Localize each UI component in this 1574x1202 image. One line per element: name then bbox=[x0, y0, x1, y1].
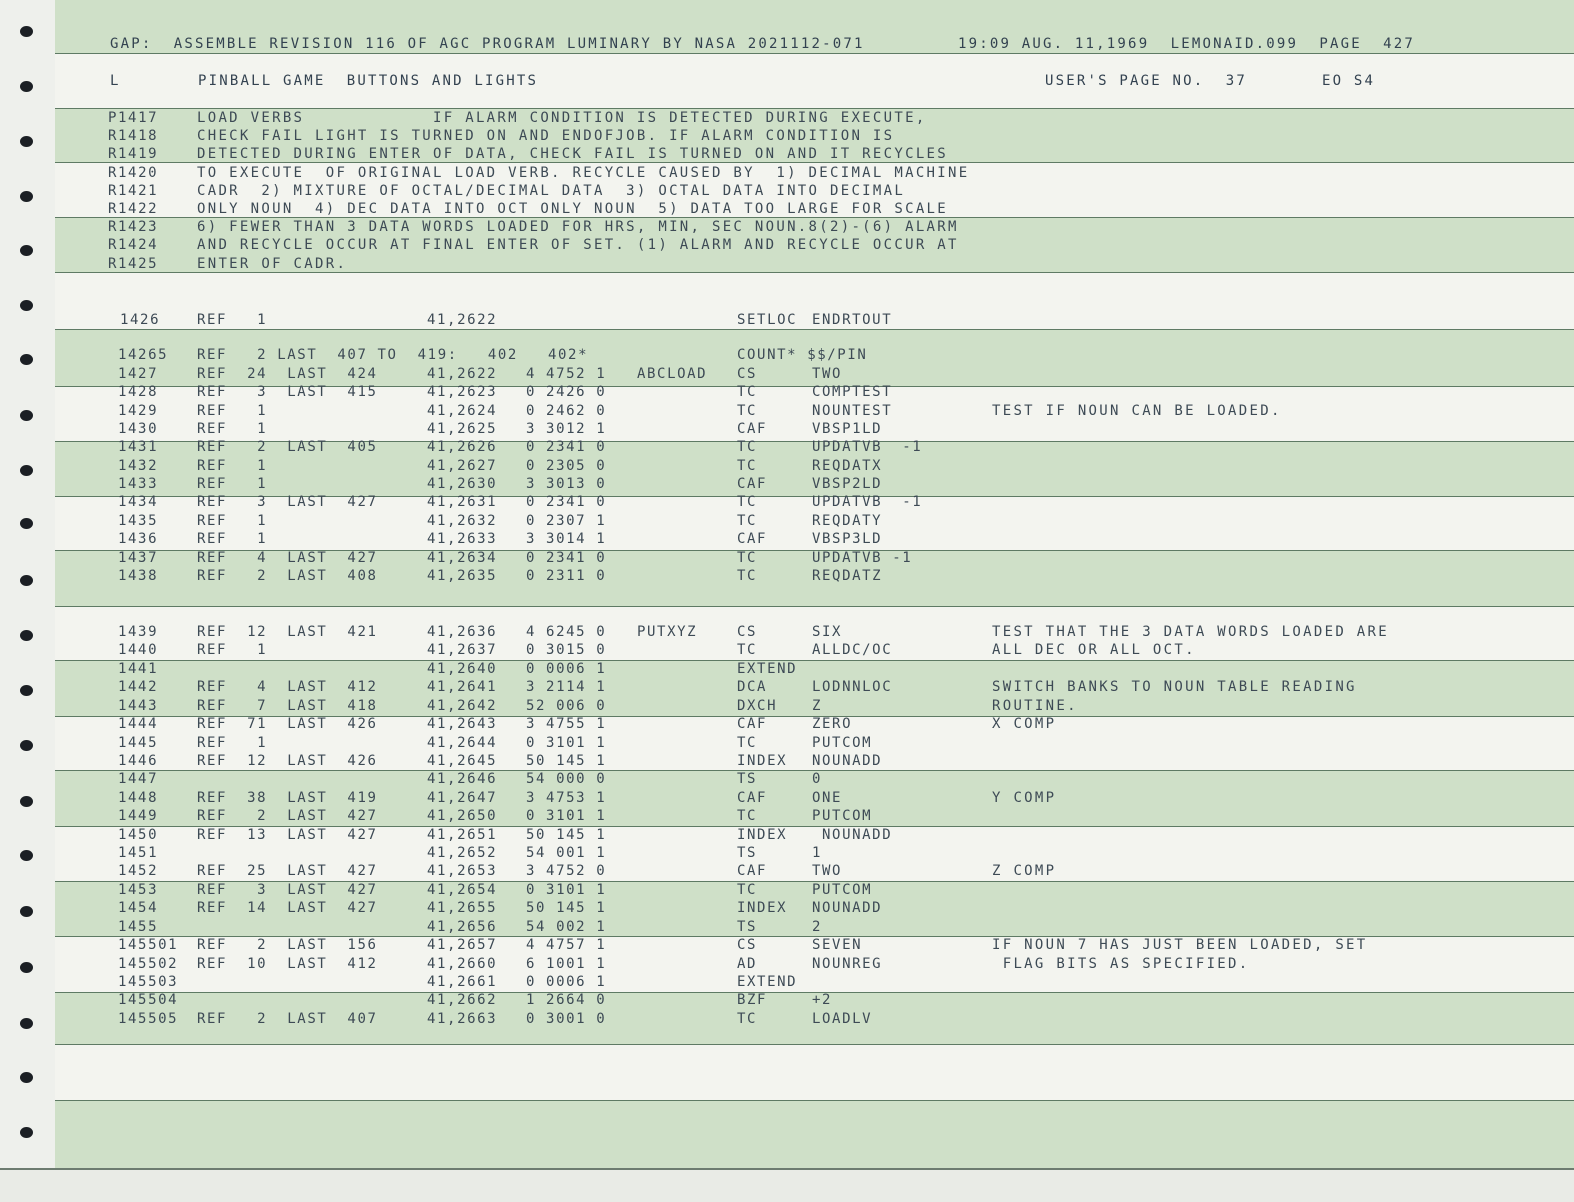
address: 41,2640 bbox=[427, 660, 498, 677]
operand: VBSP3LD bbox=[812, 531, 883, 548]
ref-info: REF 12 LAST 426 bbox=[197, 752, 378, 769]
machine-code: 1 2664 0 bbox=[526, 992, 607, 1009]
line-number: 145501 bbox=[118, 937, 179, 954]
ref-info: REF 2 LAST 427 bbox=[197, 808, 378, 825]
line-number: 1442 bbox=[118, 679, 159, 696]
eo-code: EO S4 bbox=[1322, 73, 1376, 89]
line-comment: ROUTINE. bbox=[992, 697, 1078, 714]
address: 41,2656 bbox=[427, 918, 498, 935]
section-letter: L bbox=[110, 73, 121, 89]
ref-info: REF 12 LAST 421 bbox=[197, 624, 378, 640]
opcode: CS bbox=[737, 624, 758, 640]
line-number: 1437 bbox=[118, 549, 159, 566]
operand: SIX bbox=[812, 624, 843, 640]
address: 41,2642 bbox=[427, 697, 498, 714]
sprocket-hole bbox=[20, 1127, 33, 1138]
line-comment: FLAG BITS AS SPECIFIED. bbox=[992, 955, 1250, 972]
line-comment: TEST THAT THE 3 DATA WORDS LOADED ARE bbox=[992, 624, 1389, 640]
sprocket-hole bbox=[20, 796, 33, 807]
line-number: 1436 bbox=[118, 531, 159, 548]
sprocket-hole bbox=[20, 245, 33, 256]
remark-id: R1425 bbox=[108, 256, 159, 272]
ref-info: REF 2 LAST 407 TO 419: 402 402* bbox=[197, 347, 589, 363]
operand: TWO bbox=[812, 366, 843, 382]
opcode: CAF bbox=[737, 421, 768, 438]
opcode: AD bbox=[737, 955, 758, 972]
address: 41,2635 bbox=[427, 567, 498, 584]
page-header-title: GAP: ASSEMBLE REVISION 116 OF AGC PROGRAM LUMINARY BY NASA 2021112-071 bbox=[110, 36, 865, 52]
remark-id: R1423 bbox=[108, 219, 159, 235]
opcode: TS bbox=[737, 918, 758, 935]
remark-text: TO EXECUTE OF ORIGINAL LOAD VERB. RECYCLE CAUSED BY 1) DECIMAL MACHINE bbox=[197, 165, 970, 181]
address: 41,2627 bbox=[427, 457, 498, 474]
operand: NOUNADD bbox=[812, 826, 893, 843]
opcode: CAF bbox=[737, 531, 768, 548]
machine-code: 0 2307 1 bbox=[526, 512, 607, 529]
ref-info: REF 4 LAST 427 bbox=[197, 549, 378, 566]
ref-info: REF 24 LAST 424 bbox=[197, 366, 378, 382]
machine-code: 50 145 1 bbox=[526, 752, 607, 769]
ref-info: REF 1 bbox=[197, 642, 268, 659]
opcode: CAF bbox=[737, 789, 768, 806]
machine-code: 54 001 1 bbox=[526, 845, 607, 862]
operand: SEVEN bbox=[812, 937, 863, 954]
operand: COMPTEST bbox=[812, 384, 893, 401]
section-title: PINBALL GAME BUTTONS AND LIGHTS bbox=[198, 73, 539, 89]
line-comment: Y COMP bbox=[992, 789, 1057, 806]
address: 41,2623 bbox=[427, 384, 498, 401]
address: 41,2624 bbox=[427, 402, 498, 419]
machine-code: 3 4755 1 bbox=[526, 716, 607, 733]
address: 41,2643 bbox=[427, 716, 498, 733]
operand: UPDATVB -1 bbox=[812, 439, 923, 456]
address: 41,2636 bbox=[427, 624, 498, 640]
machine-code: 0 0006 1 bbox=[526, 973, 607, 990]
line-number: 145502 bbox=[118, 955, 179, 972]
opcode: BZF bbox=[737, 992, 768, 1009]
address: 41,2650 bbox=[427, 808, 498, 825]
machine-code: 0 2341 0 bbox=[526, 549, 607, 566]
address: 41,2637 bbox=[427, 642, 498, 659]
operand: ONE bbox=[812, 789, 843, 806]
machine-code: 6 1001 1 bbox=[526, 955, 607, 972]
machine-code: 0 3101 1 bbox=[526, 808, 607, 825]
sprocket-hole bbox=[20, 136, 33, 147]
machine-code: 0 2311 0 bbox=[526, 567, 607, 584]
line-comment: ALL DEC OR ALL OCT. bbox=[992, 642, 1196, 659]
remark-text: AND RECYCLE OCCUR AT FINAL ENTER OF SET. (1) ALARM AND RECYCLE OCCUR AT bbox=[197, 237, 959, 253]
ref-info: REF 13 LAST 427 bbox=[197, 826, 378, 843]
line-number: 1454 bbox=[118, 900, 159, 917]
opcode: CAF bbox=[737, 716, 768, 733]
address: 41,2646 bbox=[427, 771, 498, 788]
line-number: 1447 bbox=[118, 771, 159, 788]
machine-code: 50 145 1 bbox=[526, 826, 607, 843]
ref-info: REF 1 bbox=[197, 476, 268, 493]
address: 41,2653 bbox=[427, 863, 498, 880]
operand: 0 bbox=[812, 771, 823, 788]
sprocket-hole bbox=[20, 575, 33, 586]
ref-info: REF 1 bbox=[197, 457, 268, 474]
address: 41,2662 bbox=[427, 992, 498, 1009]
machine-code: 0 3015 0 bbox=[526, 642, 607, 659]
opcode: TC bbox=[737, 1010, 758, 1027]
operand: NOUNADD bbox=[812, 900, 883, 917]
address: 41,2647 bbox=[427, 789, 498, 806]
line-number: 1433 bbox=[118, 476, 159, 493]
ref-info: REF 2 LAST 407 bbox=[197, 1010, 378, 1027]
address: 41,2622 bbox=[427, 366, 498, 382]
machine-code: 4 4752 1 bbox=[526, 366, 607, 382]
remark-id: R1420 bbox=[108, 165, 159, 181]
operand: PUTCOM bbox=[812, 808, 873, 825]
sprocket-hole bbox=[20, 906, 33, 917]
ref-info: REF 1 bbox=[197, 512, 268, 529]
address: 41,2657 bbox=[427, 937, 498, 954]
machine-code: 54 000 0 bbox=[526, 771, 607, 788]
address: 41,2633 bbox=[427, 531, 498, 548]
address: 41,2644 bbox=[427, 734, 498, 751]
ref-info: REF 3 LAST 415 bbox=[197, 384, 378, 401]
line-number: 1443 bbox=[118, 697, 159, 714]
opcode: INDEX bbox=[737, 826, 788, 843]
machine-code: 4 6245 0 bbox=[526, 624, 607, 640]
line-number: 1435 bbox=[118, 512, 159, 529]
sprocket-hole bbox=[20, 1072, 33, 1083]
line-number: 14265 bbox=[118, 347, 169, 363]
sprocket-hole bbox=[20, 962, 33, 973]
ref-info: REF 1 bbox=[197, 312, 268, 328]
address: 41,2651 bbox=[427, 826, 498, 843]
operand: LODNNLOC bbox=[812, 679, 893, 696]
sprocket-hole bbox=[20, 354, 33, 365]
remark-id: R1422 bbox=[108, 201, 159, 217]
machine-code: 0 2341 0 bbox=[526, 439, 607, 456]
sprocket-hole bbox=[20, 518, 33, 529]
remark-id: R1419 bbox=[108, 146, 159, 162]
line-number: 1441 bbox=[118, 660, 159, 677]
machine-code: 3 2114 1 bbox=[526, 679, 607, 696]
remark-text: CHECK FAIL LIGHT IS TURNED ON AND ENDOFJOB. IF ALARM CONDITION IS bbox=[197, 128, 895, 144]
opcode: TS bbox=[737, 771, 758, 788]
opcode: CS bbox=[737, 366, 758, 382]
opcode: TC bbox=[737, 881, 758, 898]
remark-id: P1417 bbox=[108, 110, 159, 126]
sprocket-hole bbox=[20, 685, 33, 696]
opcode: TC bbox=[737, 549, 758, 566]
machine-code: 0 2462 0 bbox=[526, 402, 607, 419]
address: 41,2663 bbox=[427, 1010, 498, 1027]
ref-info: REF 2 LAST 405 bbox=[197, 439, 378, 456]
sprocket-hole bbox=[20, 850, 33, 861]
ref-info: REF 1 bbox=[197, 421, 268, 438]
operand: PUTCOM bbox=[812, 881, 873, 898]
address: 41,2630 bbox=[427, 476, 498, 493]
operand: REQDATX bbox=[812, 457, 883, 474]
line-number: 1452 bbox=[118, 863, 159, 880]
address: 41,2634 bbox=[427, 549, 498, 566]
address: 41,2661 bbox=[427, 973, 498, 990]
operand: NOUNREG bbox=[812, 955, 883, 972]
line-number: 1445 bbox=[118, 734, 159, 751]
ref-info: REF 25 LAST 427 bbox=[197, 863, 378, 880]
operand: UPDATVB -1 bbox=[812, 494, 923, 511]
opcode: TC bbox=[737, 734, 758, 751]
line-number: 1444 bbox=[118, 716, 159, 733]
operand: +2 bbox=[812, 992, 833, 1009]
opcode: TC bbox=[737, 494, 758, 511]
address: 41,2641 bbox=[427, 679, 498, 696]
paper-bottom-edge bbox=[0, 1168, 1574, 1202]
line-number: 1427 bbox=[118, 366, 159, 382]
opcode: EXTEND bbox=[737, 660, 798, 677]
ref-info: REF 1 bbox=[197, 734, 268, 751]
line-number: 1431 bbox=[118, 439, 159, 456]
remark-text: ENTER OF CADR. bbox=[197, 256, 348, 272]
remark-id: R1421 bbox=[108, 183, 159, 199]
ref-info: REF 2 LAST 408 bbox=[197, 567, 378, 584]
operand: UPDATVB -1 bbox=[812, 549, 913, 566]
opcode: TC bbox=[737, 642, 758, 659]
opcode: TC bbox=[737, 384, 758, 401]
opcode: SETLOC bbox=[737, 312, 798, 328]
machine-code: 0 3101 1 bbox=[526, 881, 607, 898]
operand: REQDATY bbox=[812, 512, 883, 529]
ref-info: REF 3 LAST 427 bbox=[197, 494, 378, 511]
machine-code: 0 2305 0 bbox=[526, 457, 607, 474]
line-number: 1426 bbox=[120, 312, 161, 328]
machine-code: 0 0006 1 bbox=[526, 660, 607, 677]
opcode: DCA bbox=[737, 679, 768, 696]
opcode: INDEX bbox=[737, 900, 788, 917]
remark-id: R1418 bbox=[108, 128, 159, 144]
operand: LOADLV bbox=[812, 1010, 873, 1027]
address: 41,2626 bbox=[427, 439, 498, 456]
address: 41,2625 bbox=[427, 421, 498, 438]
machine-code: 52 006 0 bbox=[526, 697, 607, 714]
ref-info: REF 71 LAST 426 bbox=[197, 716, 378, 733]
line-number: 1450 bbox=[118, 826, 159, 843]
ref-info: REF 38 LAST 419 bbox=[197, 789, 378, 806]
ref-info: REF 1 bbox=[197, 531, 268, 548]
remark-text: 6) FEWER THAN 3 DATA WORDS LOADED FOR HRS, MIN, SEC NOUN.8(2)-(6) ALARM bbox=[197, 219, 959, 235]
remark-text: ONLY NOUN 4) DEC DATA INTO OCT ONLY NOUN 5) DATA TOO LARGE FOR SCALE bbox=[197, 201, 949, 217]
line-number: 1446 bbox=[118, 752, 159, 769]
machine-code: 54 002 1 bbox=[526, 918, 607, 935]
ref-info: REF 7 LAST 418 bbox=[197, 697, 378, 714]
operand: VBSP1LD bbox=[812, 421, 883, 438]
address: 41,2654 bbox=[427, 881, 498, 898]
line-number: 1448 bbox=[118, 789, 159, 806]
operand: 2 bbox=[812, 918, 823, 935]
remark-text: DETECTED DURING ENTER OF DATA, CHECK FAIL IS TURNED ON AND IT RECYCLES bbox=[197, 146, 949, 162]
sprocket-hole bbox=[20, 26, 33, 37]
opcode: CAF bbox=[737, 863, 768, 880]
ref-info: REF 3 LAST 427 bbox=[197, 881, 378, 898]
operand: NOUNTEST bbox=[812, 402, 893, 419]
opcode: TC bbox=[737, 512, 758, 529]
address: 41,2655 bbox=[427, 900, 498, 917]
remark-id: R1424 bbox=[108, 237, 159, 253]
machine-code: 3 4753 1 bbox=[526, 789, 607, 806]
count-directive: COUNT* $$/PIN bbox=[737, 347, 868, 363]
opcode: INDEX bbox=[737, 752, 788, 769]
opcode: TC bbox=[737, 567, 758, 584]
machine-code: 0 3001 0 bbox=[526, 1010, 607, 1027]
machine-code: 3 3014 1 bbox=[526, 531, 607, 548]
opcode: DXCH bbox=[737, 697, 778, 714]
machine-code: 0 2341 0 bbox=[526, 494, 607, 511]
opcode: EXTEND bbox=[737, 973, 798, 990]
ref-info: REF 14 LAST 427 bbox=[197, 900, 378, 917]
line-comment: SWITCH BANKS TO NOUN TABLE READING bbox=[992, 679, 1357, 696]
line-comment: Z COMP bbox=[992, 863, 1057, 880]
address: 41,2632 bbox=[427, 512, 498, 529]
operand: 1 bbox=[812, 845, 823, 862]
ref-info: REF 2 LAST 156 bbox=[197, 937, 378, 954]
line-number: 1432 bbox=[118, 457, 159, 474]
line-number: 1440 bbox=[118, 642, 159, 659]
line-number: 1453 bbox=[118, 881, 159, 898]
address: 41,2660 bbox=[427, 955, 498, 972]
line-comment: TEST IF NOUN CAN BE LOADED. bbox=[992, 402, 1282, 419]
sprocket-hole bbox=[20, 410, 33, 421]
page-header-date: 19:09 AUG. 11,1969 LEMONAID.099 PAGE 427 bbox=[958, 36, 1416, 52]
sprocket-hole bbox=[20, 191, 33, 202]
opcode: CAF bbox=[737, 476, 768, 493]
operand: PUTCOM bbox=[812, 734, 873, 751]
sprocket-hole bbox=[20, 465, 33, 476]
address: 41,2652 bbox=[427, 845, 498, 862]
operand: TWO bbox=[812, 863, 843, 880]
ref-info: REF 10 LAST 412 bbox=[197, 955, 378, 972]
users-page-number: USER'S PAGE NO. 37 bbox=[1045, 73, 1247, 89]
address: 41,2631 bbox=[427, 494, 498, 511]
operand: VBSP2LD bbox=[812, 476, 883, 493]
line-number: 145503 bbox=[118, 973, 179, 990]
machine-code: 50 145 1 bbox=[526, 900, 607, 917]
line-number: 1451 bbox=[118, 845, 159, 862]
operand: Z bbox=[812, 697, 823, 714]
remark-text: LOAD VERBS IF ALARM CONDITION IS DETECTED DURING EXECUTE, bbox=[197, 110, 927, 126]
operand: ZERO bbox=[812, 716, 853, 733]
ref-info: REF 4 LAST 412 bbox=[197, 679, 378, 696]
line-number: 1430 bbox=[118, 421, 159, 438]
line-number: 1428 bbox=[118, 384, 159, 401]
address: 41,2645 bbox=[427, 752, 498, 769]
line-number: 1434 bbox=[118, 494, 159, 511]
remark-text: CADR 2) MIXTURE OF OCTAL/DECIMAL DATA 3) OCTAL DATA INTO DECIMAL bbox=[197, 183, 906, 199]
machine-code: 3 4752 0 bbox=[526, 863, 607, 880]
line-number: 1429 bbox=[118, 402, 159, 419]
symbol-label: PUTXYZ bbox=[637, 624, 698, 640]
opcode: TC bbox=[737, 439, 758, 456]
address: 41,2622 bbox=[427, 312, 498, 328]
sprocket-hole bbox=[20, 1018, 33, 1029]
line-number: 1438 bbox=[118, 567, 159, 584]
operand: REQDATZ bbox=[812, 567, 883, 584]
opcode: TS bbox=[737, 845, 758, 862]
sprocket-hole bbox=[20, 81, 33, 92]
operand: ENDRTOUT bbox=[812, 312, 893, 328]
opcode: CS bbox=[737, 937, 758, 954]
line-comment: X COMP bbox=[992, 716, 1057, 733]
line-number: 1449 bbox=[118, 808, 159, 825]
machine-code: 0 3101 1 bbox=[526, 734, 607, 751]
line-comment: IF NOUN 7 HAS JUST BEEN LOADED, SET bbox=[992, 937, 1368, 954]
opcode: TC bbox=[737, 457, 758, 474]
line-number: 1455 bbox=[118, 918, 159, 935]
sprocket-hole bbox=[20, 630, 33, 641]
line-number: 145504 bbox=[118, 992, 179, 1009]
line-number: 145505 bbox=[118, 1010, 179, 1027]
ref-info: REF 1 bbox=[197, 402, 268, 419]
symbol-label: ABCLOAD bbox=[637, 366, 708, 382]
operand: ALLDC/OC bbox=[812, 642, 893, 659]
sprocket-hole bbox=[20, 300, 33, 311]
machine-code: 0 2426 0 bbox=[526, 384, 607, 401]
machine-code: 3 3013 0 bbox=[526, 476, 607, 493]
opcode: TC bbox=[737, 808, 758, 825]
sprocket-hole bbox=[20, 740, 33, 751]
operand: NOUNADD bbox=[812, 752, 883, 769]
machine-code: 4 4757 1 bbox=[526, 937, 607, 954]
line-number: 1439 bbox=[118, 624, 159, 640]
machine-code: 3 3012 1 bbox=[526, 421, 607, 438]
opcode: TC bbox=[737, 402, 758, 419]
